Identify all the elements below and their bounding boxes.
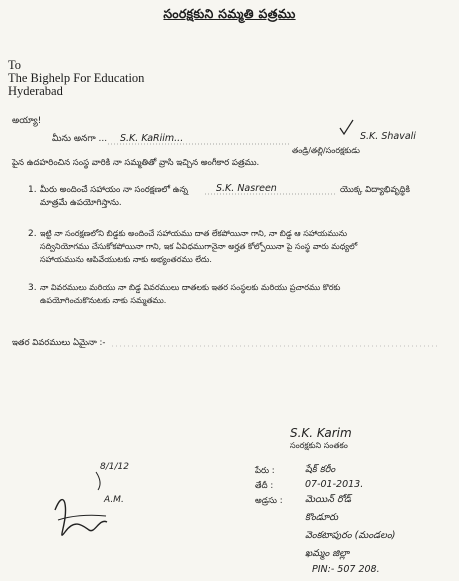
date-label: తేదీ : (255, 481, 274, 491)
stamp-date-handwritten: 8/1/12 (100, 462, 129, 472)
name-handwritten: షేక్ కరీం (305, 464, 336, 475)
name-label: పేరు : (255, 466, 275, 476)
stamp-initial-handwritten: A.M. (104, 495, 124, 505)
item3-text-a: నా వివరములు మరియు నా బిడ్డ వివరములు దాతలకు ఇతర సంస్థలకు మరియు ప్రచారము కొరకు (40, 283, 341, 292)
item1-number: 1. (28, 185, 37, 195)
other-details-label: ఇతర వివరములు ఏమైనా :- (12, 338, 106, 348)
address-line3-handwritten: వెంకటాపురం (మండలం) (305, 530, 396, 541)
item1-text-a: మీరు అందించే సహాయం నా సంరక్షణలో ఉన్న (40, 185, 188, 195)
item1-text-b: యొక్క విద్యాభివృద్ధికి (340, 185, 410, 195)
item2-text-c: సహాయమును ఆపివేయుటకు నాకు అభ్యంతరము లేదు. (40, 255, 212, 264)
item2-text-b: సద్వినియోగము చేసుకోకపోయినా గాని, ఇక ఏవిధముగానైనా అర్హత కోల్పోయినా పై సంస్థ వారు మధ్యలో (40, 242, 358, 251)
item3-text-b: ఉపయోగించుకొనుటకు నాకు సమ్మతము. (40, 296, 167, 305)
letter-title: సంరక్షకుని సమ్మతి పత్రము (163, 6, 296, 21)
line1-name-handwritten: S.K. KaRiim... (120, 133, 184, 144)
line1-guardian-handwritten: S.K. Shavali (360, 131, 416, 142)
tick-mark (340, 120, 353, 134)
address-line4-handwritten: ఖమ్మం జిల్లా (305, 548, 350, 559)
address-line1-handwritten: మెయిన్ రోడ్ (305, 494, 351, 505)
item1-text-c: మాత్రమే ఉపయోగిస్తాను. (40, 198, 122, 208)
item1-name-handwritten: S.K. Nasreen (216, 183, 277, 194)
item2-text-a: ఇట్టి నా సంరక్షణలోని బిడ్డకు అందించే సహాయము దాత లేకపోయినా గాని, నా బిడ్డ ఆ సహాయమును (40, 229, 348, 238)
salutation: అయ్యా! (12, 116, 42, 126)
date-handwritten: 07-01-2013. (305, 479, 364, 490)
item3-number: 3. (28, 283, 37, 293)
address-city: Hyderabad (8, 84, 63, 98)
pin-handwritten: PIN:- 507 208. (312, 564, 380, 575)
address-to: To (8, 58, 22, 72)
stamp-stroke (96, 472, 100, 490)
guardian-signature-handwritten: S.K. Karim (290, 426, 352, 440)
line2-text: పైన ఉదహరించిన సంస్థ వారికి నా సమ్మతితో వ్రాసి ఇచ్చిన అంగీకార పత్రము. (12, 158, 260, 168)
line1-relation: తండ్రి/తల్లి/సంరక్షకుడు (292, 146, 360, 155)
guardian-signature-label: సంరక్షకుని సంతకం (290, 441, 348, 450)
signature-scribble (55, 500, 107, 536)
item2-number: 2. (28, 229, 37, 239)
address-org: The Bighelp For Education (8, 71, 145, 85)
address-line2-handwritten: కొండూరు (305, 512, 339, 523)
line1-prefix: మీను అనగా ... (52, 134, 108, 144)
address-label: అడ్రసు : (255, 496, 283, 506)
